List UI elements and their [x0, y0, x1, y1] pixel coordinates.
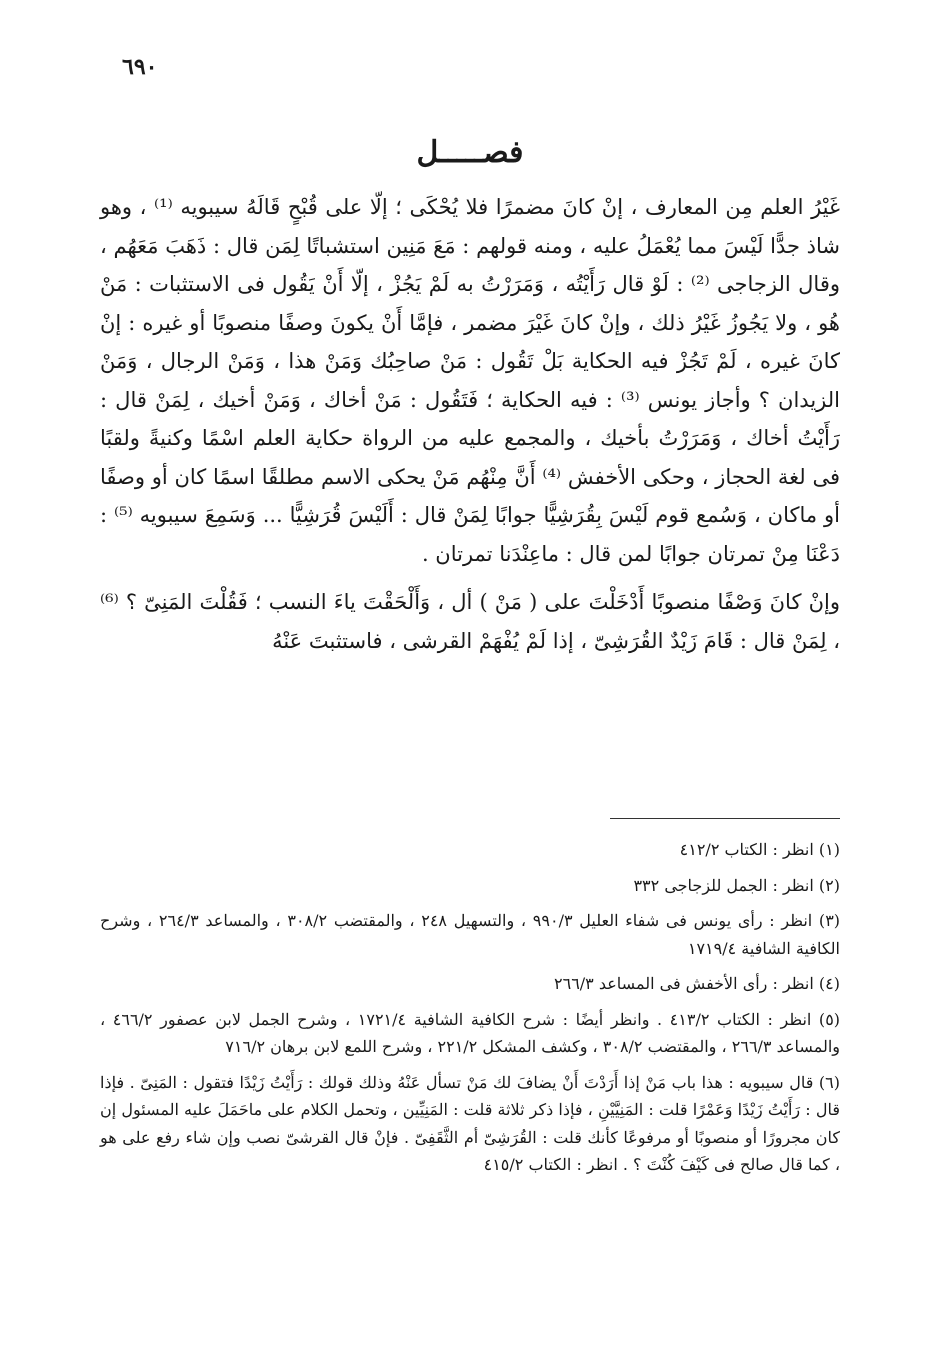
footnote: (١) انظر : الكتاب ٤١٢/٢ — [679, 840, 840, 859]
section-heading: فصـــــل — [416, 135, 524, 170]
page-number: ٦٩٠ — [122, 54, 158, 80]
book-page — [100, 40, 840, 1330]
footnotes — [100, 836, 840, 1187]
main-text — [100, 188, 840, 670]
footnote: (٤) انظر : رأى الأخفش فى المساعد ٢٦٦/٣ — [554, 974, 840, 993]
footnote: (٢) انظر : الجمل للزجاجى ٣٣٢ — [633, 875, 840, 895]
footnote: (٦) قال سيبويه : هذا باب مَنْ إذا أَرَدْتَ أَنْ يضافَ لك مَنْ تسأل عَنْهُ وذلك قولك : رَأَيْتُ زَيْدًا فتقول : المَنِىّ . فإذا قال : رَأَيْتُ زَيْدًا وَعَمْرًا قلت : المَنِيَّيْنِ ، فإذا ذكر ثلاثة قلت : المَنِيِّين ، وتحمل الكلام على ماحَمَلَ عليه المسئول إن كان مجرورًا أو منصوبًا أو مرفوعًا كأنك قلت : القُرَشِىّ أم الثَّقَفِىّ . فإنْ قال القرشىّ نصب وإن شاء رفع على هو ، كما قال صالح فى كَيْفَ كُنْتَ ؟ . انظر : الكتاب ٤١٥/٢ — [100, 1072, 840, 1174]
paragraph: وإنْ كانَ وَصْفًا منصوبًا أَدْخَلْتَ على ( مَنْ ) أل ، وَأَلْحَقْتَ ياءَ النسب ؛ فَقُلْتَ المَنِىّ ؟ ⁽⁶⁾ ، لِمَنْ قال : قَامَ زَيْدٌ القُرَشِىّ ، إذا لَمْ يُفْهَمْ القرشى ، فاستثبتَ عَنْهُ — [100, 590, 840, 653]
footnote-separator — [610, 818, 840, 819]
footnote: (٣) انظر : رأى يونس فى شفاء العليل ٩٩٠/٣ ، والتسهيل ٢٤٨ ، والمقتضب ٣٠٨/٢ ، والمساعد ٢٦٤/٣ ، وشرح الكافية الشافية ١٧١٩/٤ — [100, 911, 841, 958]
footnote: (٥) انظر : الكتاب ٤١٣/٢ . وانظر أيضًا : شرح الكافية الشافية ١٧٢١/٤ ، وشرح الجمل لابن عصفور ٤٦٦/٢ ، والمساعد ٢٦٦/٣ ، والمقتضب ٣٠٨/٢ ، وكشف المشكل ٢٢١/٢ ، وشرح اللمع لابن برهان ٧١٦/٢ — [100, 1009, 841, 1056]
paragraph: غَيْرُ العلم مِن المعارف ، إنْ كانَ مضمرًا فلا يُحْكَى ؛ إلّا على قُبْحٍ قَالَهُ سيبويه ⁽¹⁾ ، وهو شاذ جدًّا لَيْسَ مما يُعْمَلُ عليه ، ومنه قولهم : مَعَ مَنِين استشباتًا لِمَن قال : ذَهَبَ مَعَهُم ، وقال الزجاجى ⁽²⁾ : لَوْ قال رَأَيْتُه ، وَمَرَرْتُ به لَمْ يَجُزْ ، إلّا أَنْ يَقُول فى الاستثبات : مَنْ هُو ، ولا يَجُوزُ غَيْرُ ذلك ، وإنْ كانَ غَيْرَ مضمر ، فإمَّا أَنْ يكونَ وصفًا منصوبًا أو غيره : إنْ كانَ غيره ، لَمْ تَجُزْ فيه الحكاية بَلْ تَقُول : مَنْ صاحِبُك وَمَنْ هذا ، وَمَنْ الرجال ، وَمَنْ الزيدان ؟ وأجاز يونس ⁽³⁾ : فيه الحكاية ؛ فَتَقُول : مَنْ أخاك ، وَمَنْ أخيك ، لِمَنْ قال : رَأَيْتُ أخاك ، وَمَرَرْتُ بأخيك ، والمجمع عليه من الرواة حكاية العلم اسْمًا وكنيةً ولقبًا فى لغة الحجاز ، وحكى الأخفش ⁽⁴⁾ أَنَّ مِنْهُم مَنْ يحكى الاسم مطلقًا اسمًا كان أو وصفًا أو ماكان ، وَسُمع قوم لَيْسَ بِقُرَشِيًّا جوابًا لِمَنْ قال : أَلَيْسَ قُرَشِيًّا ... وَسَمِعَ سيبويه ⁽⁵⁾ : دَعْنَا مِنْ تمرتان جوابًا لمن قال : ماعِنْدَنا تمرتان . — [100, 195, 841, 566]
